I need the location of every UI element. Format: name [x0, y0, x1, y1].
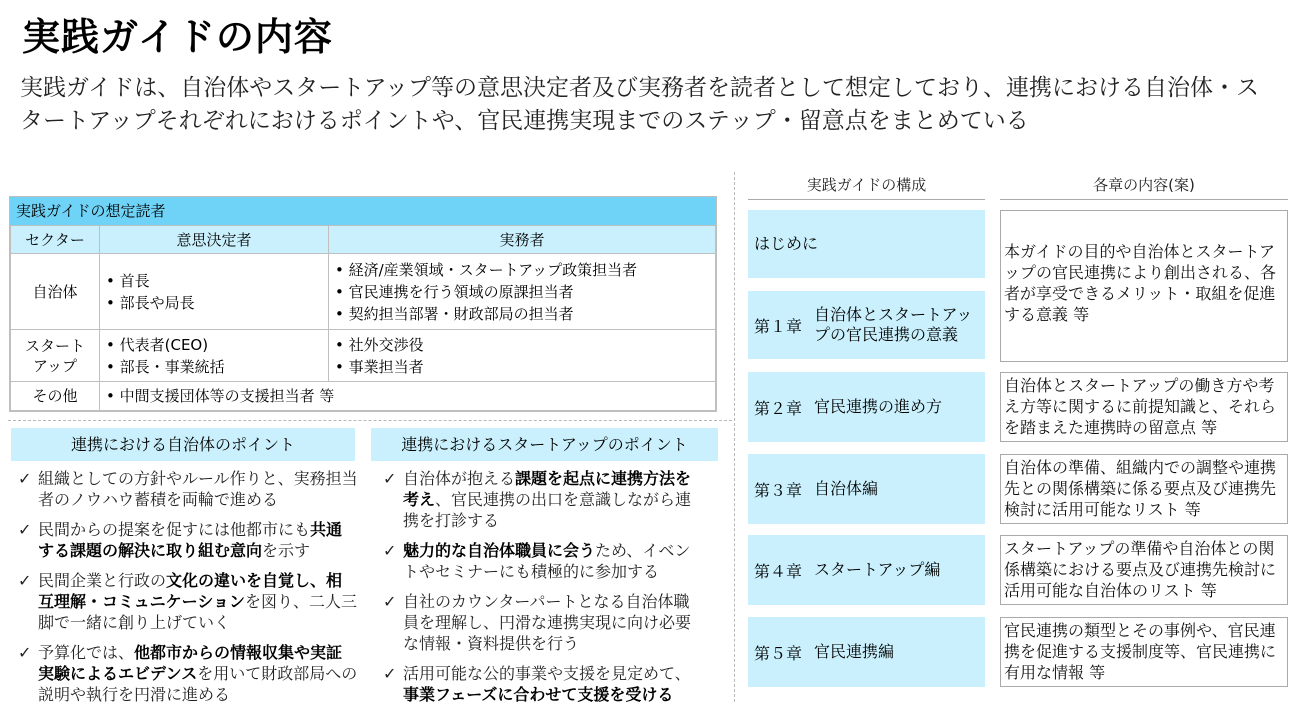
point-text: を図り、二人三脚で一緒に創り上げていく — [38, 592, 358, 632]
chapter-content: 自治体とスタートアップの働き方や考え方等に関するに前提知識と、それらを踏まえた連携時の留意点 等 — [1000, 372, 1288, 442]
lead-paragraph: 実践ガイドは、自治体やスタートアップ等の意思決定者及び実務者を読者として想定しており、連携における自治体・スタートアップそれぞれにおけるポイントや、官民連携実現までのステップ・留意点をまとめている — [20, 75, 1260, 134]
list-item: • 官民連携を行う領域の原課担当者 — [335, 281, 709, 303]
chapter-content-intro: 本ガイドの目的や自治体とスタートアップの官民連携により創出される、各者が享受できるメリット・取組を促進する意義 等 — [1000, 210, 1288, 362]
check-icon: ✓ — [383, 592, 397, 611]
point-text: 、官民連携の出口を意識しながら連携を打診する — [403, 490, 692, 530]
sector-cell: その他 — [11, 382, 100, 411]
point-text: 自社のカウンターパートとなる自治体職員を理解し、円滑な連携実現に向け必要な情報・資料提供を行う — [403, 592, 692, 653]
readers-caption: 実践ガイドの想定読者 — [10, 197, 716, 225]
startup-points-list — [383, 468, 703, 711]
chapter-title: はじめに — [754, 234, 819, 253]
vertical-divider — [734, 172, 735, 702]
chapter-content: 官民連携の類型とその事例や、官民連携を促進する支援制度等、官民連携に有用な情報 等 — [1000, 617, 1288, 687]
table-row — [11, 330, 716, 382]
check-icon: ✓ — [383, 469, 397, 488]
point-text: 民間企業と行政の — [38, 571, 167, 590]
header-sector: セクター — [11, 226, 100, 254]
chapter-number: 第４章 — [754, 561, 803, 581]
chapter-1 — [748, 291, 985, 359]
list-item: • 部長・事業統括 — [106, 356, 322, 378]
target-readers-table — [9, 196, 717, 412]
content-column-header — [1000, 174, 1288, 200]
check-icon: ✓ — [383, 541, 397, 560]
check-icon: ✓ — [18, 571, 32, 590]
list-item: • 首長 — [106, 270, 322, 292]
point-text: を示す — [262, 541, 311, 560]
decision-cell — [100, 254, 329, 330]
merged-cell — [100, 382, 716, 411]
page-title: 実践ガイドの内容 — [22, 15, 333, 59]
chapter-4 — [748, 535, 985, 605]
point-item — [383, 468, 703, 531]
list-item: • 経済/産業領域・スタートアップ政策担当者 — [335, 259, 709, 281]
chapter-number: 第２章 — [754, 398, 803, 418]
header-practitioner: 実務者 — [329, 226, 716, 254]
point-item — [383, 663, 703, 705]
point-emphasis: 他都市からの情報収集や実証実験によるエビデンス — [38, 643, 343, 683]
header-decision-maker: 意思決定者 — [100, 226, 329, 254]
point-text: を用いて財政部局への説明や執行を円滑に進める — [38, 664, 358, 704]
municipality-points-heading: 連携における自治体のポイント — [11, 428, 355, 461]
list-item: • 代表者(CEO) — [106, 334, 322, 356]
point-emphasis: 共通する課題の解決に取り組む意向 — [38, 520, 343, 560]
table-row — [11, 254, 716, 330]
list-item: • 事業担当者 — [335, 356, 709, 378]
check-icon: ✓ — [383, 664, 397, 683]
list-item: • 部長や局長 — [106, 292, 322, 314]
chapter-content: 自治体の準備、組織内での調整や連携先との関係構築に係る要点及び連携先検討に活用可能なリスト 等 — [1000, 454, 1288, 524]
sector-line: スタート — [24, 336, 85, 355]
list-item: • 中間支援団体等の支援担当者 等 — [106, 385, 709, 407]
check-icon: ✓ — [18, 643, 32, 662]
point-item — [18, 519, 358, 561]
chapter-title: スタートアップ編 — [814, 560, 941, 579]
point-emphasis: 事業フェーズに合わせて支援を受ける — [403, 685, 674, 704]
sector-cell — [11, 330, 100, 382]
chapter-content: スタートアップの準備や自治体との関係構築における要点及び連携先検討に活用可能な自治体のリスト 等 — [1000, 535, 1288, 605]
chapter-2 — [748, 372, 985, 442]
point-emphasis: 魅力的な自治体職員に会う — [403, 541, 596, 560]
table-row — [11, 382, 716, 411]
chapter-title: 官民連携の進め方 — [814, 397, 943, 416]
decision-cell — [100, 330, 329, 382]
point-text: ため、イベントやセミナーにも積極的に参加する — [403, 541, 691, 581]
point-text: 民間からの提案を促すには他都市にも — [38, 520, 311, 539]
structure-column-header — [748, 174, 985, 200]
chapter-title: 官民連携編 — [814, 642, 895, 661]
point-item — [383, 591, 703, 654]
point-emphasis: 課題を起点に連携方法を考え — [403, 469, 692, 509]
chapter-number: 第３章 — [754, 480, 803, 500]
chapter-title: 自治体とスタートアップの官民連携の意義 — [814, 305, 973, 344]
horizontal-divider — [8, 420, 732, 421]
list-item: • 契約担当部署・財政部局の担当者 — [335, 303, 709, 325]
chapter-3 — [748, 454, 985, 524]
municipality-points-list — [18, 468, 358, 711]
chapter-number: 第５章 — [754, 643, 803, 663]
point-emphasis: 文化の違いを自覚し、相互理解・コミュニケーション — [38, 571, 343, 611]
sector-cell: 自治体 — [11, 254, 100, 330]
practical-cell — [329, 330, 716, 382]
point-item — [18, 570, 358, 633]
chapter-title: 自治体編 — [814, 479, 879, 498]
check-icon: ✓ — [18, 469, 32, 488]
content-column-label: 各章の内容(案) — [1093, 176, 1195, 194]
point-text: 組織としての方針やルール作りと、実務担当者のノウハウ蓄積を両輪で進める — [38, 469, 358, 509]
practical-cell — [329, 254, 716, 330]
point-item — [18, 468, 358, 510]
chapter-intro — [748, 210, 985, 278]
list-item: • 社外交渉役 — [335, 334, 709, 356]
sector-line: アップ — [33, 356, 77, 375]
point-item — [383, 540, 703, 582]
chapter-number: 第１章 — [754, 316, 803, 336]
startup-points-heading: 連携におけるスタートアップのポイント — [371, 428, 718, 461]
point-text: 活用可能な公的事業や支援を見定めて、 — [403, 664, 691, 683]
point-text: 自治体が抱える — [403, 469, 516, 488]
point-text: 予算化では、 — [38, 643, 135, 662]
structure-column-label: 実践ガイドの構成 — [806, 176, 927, 194]
chapter-5 — [748, 617, 985, 687]
check-icon: ✓ — [18, 520, 32, 539]
point-item — [18, 642, 358, 705]
